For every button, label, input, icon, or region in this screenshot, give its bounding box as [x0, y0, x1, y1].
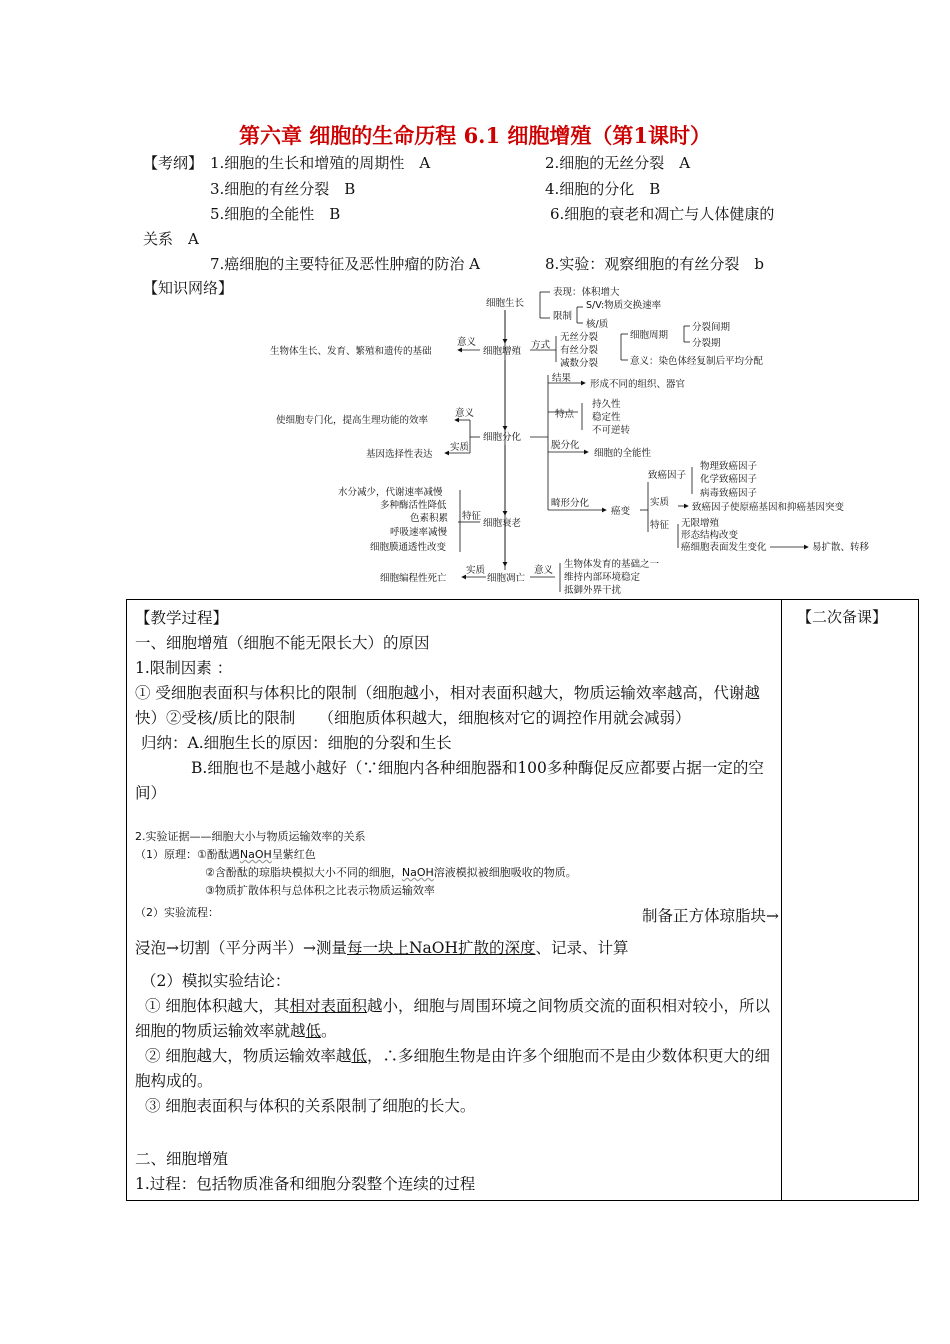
- node-growth-limit: 限制: [553, 311, 573, 322]
- principle-2: ②含酚酞的琼脂块模拟大小不同的细胞，NaOH溶液模拟被细胞吸收的物质。: [205, 866, 577, 879]
- node-meiosis: 减数分裂: [560, 358, 599, 369]
- summary-b: B.细胞也不是越小越好（∵细胞内各种细胞器和100多种酶促反应都要占据一定的空间）: [135, 759, 764, 802]
- node-diff-meaning: 使细胞专门化，提高生理功能的效率: [276, 415, 429, 426]
- node-physical: 物理致癌因子: [700, 461, 758, 472]
- node-interphase: 分裂间期: [692, 322, 731, 333]
- conclusion-2: ② 细胞越大，物质运输效率越低，∴多细胞生物是由许多个细胞而不是由少数体积更大的细胞构成的。: [135, 1047, 770, 1090]
- syllabus-item: 6.细胞的衰老和凋亡与人体健康的: [550, 205, 775, 223]
- section-title: 一、细胞增殖（细胞不能无限长大）的原因: [135, 634, 430, 652]
- process-text: 1.过程：包括物质准备和细胞分裂整个连续的过程: [135, 1175, 476, 1193]
- node-apo-1: 生物体发育的基础之一: [564, 559, 660, 570]
- node-proliferation: 细胞增殖: [483, 346, 522, 357]
- flow-steps: 浸泡→切割（平分两半）→测量每一块上NaOH扩散的深度、记录、计算: [135, 939, 629, 957]
- node-cell-cycle: 细胞周期: [630, 330, 669, 341]
- second-prep-header: 【二次备课】: [797, 608, 888, 626]
- label-feature: 特征: [462, 511, 482, 522]
- label-essence: 实质: [450, 442, 470, 453]
- principle-1: （1）原理：①酚酞遇NaOH呈紫红色: [135, 848, 316, 861]
- node-morph: 形态结构改变: [681, 530, 739, 541]
- experiment-title: 2.实验证据——细胞大小与物质运输效率的关系: [135, 830, 366, 843]
- label-meaning: 意义: [455, 408, 475, 419]
- label-essence: 实质: [466, 565, 486, 576]
- syllabus-item: 关系 A: [143, 230, 199, 248]
- label-feature: 特点: [555, 409, 575, 420]
- node-diff-essence: 基因选择性表达: [366, 449, 433, 460]
- syllabus-item: 8.实验：观察细胞的有丝分裂 b: [545, 255, 764, 273]
- syllabus-item: 5.细胞的全能性 B: [210, 205, 341, 223]
- node-prolif-meaning: 生物体生长、发育、繁殖和遗传的基础: [270, 346, 432, 357]
- teaching-content: [135, 606, 779, 1197]
- label-meaning: 意义: [457, 337, 477, 348]
- node-apoptosis: 细胞凋亡: [487, 573, 526, 584]
- node-aging-5: 细胞膜通透性改变: [370, 542, 447, 553]
- teaching-header: 【教学过程】: [135, 609, 229, 627]
- label-essence: 实质: [650, 497, 670, 508]
- node-growth-nc: 核/质: [586, 319, 609, 330]
- node-cancer-essence: 致癌因子使原癌基因和抑癌基因突变: [692, 502, 845, 513]
- syllabus-item: 4.细胞的分化 B: [545, 180, 661, 198]
- conclusion-1: ① 细胞体积越大，其相对表面积越小，细胞与周围环境之间物质交流的面积相对较小，所以细胞的物质运输效率就越低。: [135, 997, 770, 1040]
- node-carcinogens: 致癌因子: [648, 470, 687, 481]
- node-mitosis-meaning: 意义：染色体经复制后平均分配: [630, 356, 764, 367]
- node-growth-show: 表现：体积增大: [553, 287, 620, 298]
- syllabus-item: 3.细胞的有丝分裂 B: [210, 180, 356, 198]
- limit-title: 1.限制因素 ：: [135, 659, 233, 677]
- node-amitosis: 无丝分裂: [560, 332, 599, 343]
- node-mitosis: 有丝分裂: [560, 345, 599, 356]
- node-aging-3: 色素积累: [410, 513, 449, 524]
- node-result: 形成不同的组织、器官: [590, 379, 686, 390]
- node-totipotency: 细胞的全能性: [594, 448, 652, 459]
- node-aging-1: 水分减少，代谢速率减慢: [338, 487, 443, 498]
- section-title: 二、细胞增殖: [135, 1150, 229, 1168]
- label-abnormal: 畸形分化: [551, 498, 590, 509]
- label-feature: 特征: [650, 520, 670, 531]
- node-apo-2: 维持内部环境稳定: [564, 572, 641, 583]
- label-mode: 方式: [531, 340, 551, 351]
- label-result: 结果: [552, 373, 572, 384]
- node-apo-essence: 细胞编程性死亡: [380, 573, 447, 584]
- node-growth: 细胞生长: [486, 298, 525, 309]
- node-chemical: 化学致癌因子: [700, 474, 758, 485]
- summary-a: 归纳：A.细胞生长的原因：细胞的分裂和生长: [141, 734, 452, 752]
- node-cancer: 癌变: [611, 506, 631, 517]
- node-stable: 稳定性: [592, 412, 621, 423]
- syllabus-item: 2.细胞的无丝分裂 A: [545, 154, 691, 172]
- flow-right: 制备正方体琼脂块→: [642, 907, 779, 925]
- page-title: 第六章 细胞的生命历程 6.1 细胞增殖（第1课时）: [238, 123, 712, 148]
- conclusion-title: （2）模拟实验结论：: [141, 972, 291, 990]
- column-divider: [781, 600, 782, 1200]
- teaching-table: [126, 599, 919, 1201]
- syllabus-item: 1.细胞的生长和增殖的周期性 A: [210, 154, 431, 172]
- node-aging: 细胞衰老: [483, 518, 522, 529]
- limit-text: ① 受细胞表面积与体积比的限制（细胞越小，相对表面积越大，物质运输效率越高，代谢越快）②受核/质比的限制 （细胞质体积越大，细胞核对它的调控作用就会减弱）: [135, 684, 760, 727]
- knowledge-network-diagram: [0, 270, 950, 600]
- flow-label: （2）实验流程：: [135, 906, 219, 919]
- node-durable: 持久性: [592, 399, 621, 410]
- node-surface: 癌细胞表面发生变化: [681, 542, 767, 553]
- node-differentiation: 细胞分化: [483, 432, 522, 443]
- node-unlimited: 无限增殖: [681, 518, 720, 529]
- node-viral: 病毒致癌因子: [700, 488, 758, 499]
- node-division: 分裂期: [692, 338, 721, 349]
- node-growth-sv: S/V:物质交换速率: [586, 300, 662, 311]
- label-dedifferentiation: 脱分化: [551, 440, 580, 451]
- conclusion-3: ③ 细胞表面积与体积的关系限制了细胞的长大。: [145, 1097, 476, 1115]
- node-aging-2: 多种酶活性降低: [380, 500, 447, 511]
- principle-3: ③物质扩散体积与总体积之比表示物质运输效率: [205, 884, 435, 897]
- node-spread: 易扩散、转移: [812, 542, 870, 553]
- node-irreversible: 不可逆转: [592, 425, 631, 436]
- node-aging-4: 呼吸速率减慢: [390, 527, 448, 538]
- syllabus-label: 【考纲】: [143, 154, 204, 172]
- node-apo-3: 抵御外界干扰: [564, 585, 622, 596]
- label-meaning: 意义: [534, 565, 554, 576]
- syllabus-item: 7.癌细胞的主要特征及恶性肿瘤的防治 A: [210, 255, 480, 273]
- network-label: 【知识网络】: [143, 279, 234, 297]
